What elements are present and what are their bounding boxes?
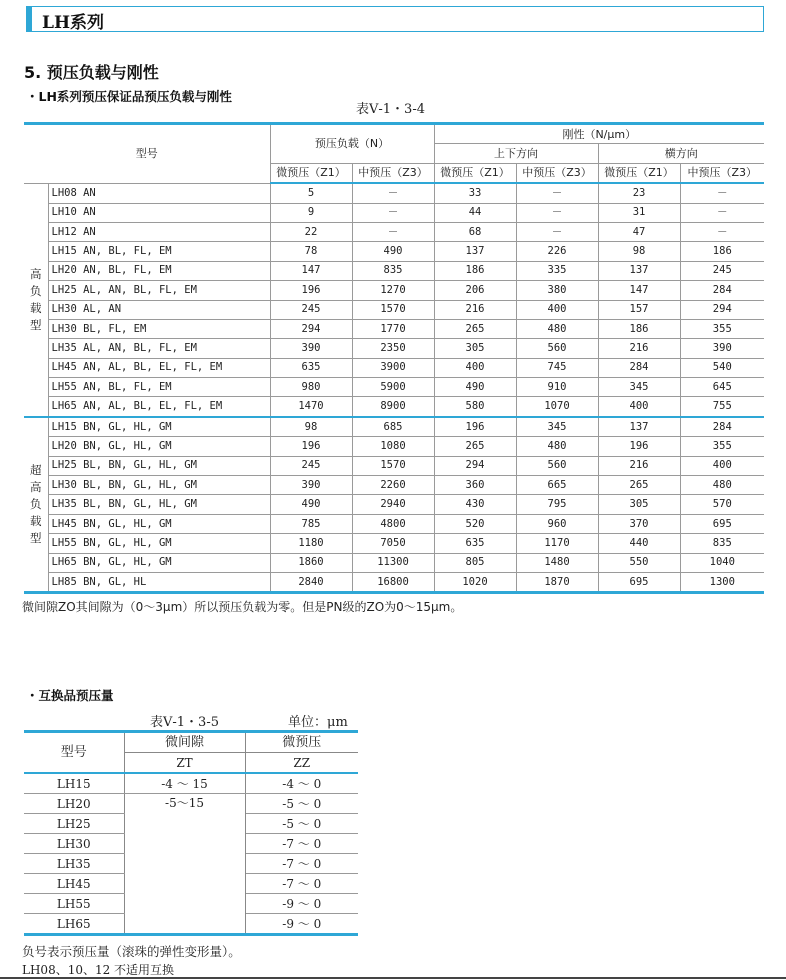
table-row (24, 203, 764, 222)
model-cell: LH85 BN, GL, HL (48, 572, 270, 592)
model-cell: LH20 (24, 794, 124, 814)
value-cell-lat-z3: 355 (680, 437, 764, 456)
value-cell-ud-z3: 1480 (516, 553, 598, 572)
value-cell-ud-z3: － (516, 203, 598, 222)
value-cell-lat-z3: 245 (680, 261, 764, 280)
value-cell-lat-z3: － (680, 203, 764, 222)
zz-cell: -7 ～ 0 (245, 834, 358, 854)
table-row (24, 300, 764, 319)
value-cell-lat-z3: 284 (680, 281, 764, 300)
value-cell-ud-z1: 216 (434, 300, 516, 319)
bottom-rule (0, 977, 786, 979)
value-cell-pre-z3: 2940 (352, 495, 434, 514)
zz-cell: -7 ～ 0 (245, 874, 358, 894)
value-cell-ud-z3: 1870 (516, 572, 598, 592)
value-cell-pre-z1: 22 (270, 222, 352, 241)
table-row (24, 222, 764, 241)
value-cell-ud-z1: 635 (434, 534, 516, 553)
value-cell-lat-z1: 23 (598, 183, 680, 203)
value-cell-pre-z1: 390 (270, 476, 352, 495)
value-cell-pre-z1: 2840 (270, 572, 352, 592)
value-cell-ud-z3: － (516, 222, 598, 241)
table-row (24, 261, 764, 280)
model-cell: LH35 (24, 854, 124, 874)
model-cell: LH15 AN, BL, FL, EM (48, 242, 270, 261)
value-cell-lat-z3: 540 (680, 358, 764, 377)
value-cell-lat-z1: 695 (598, 572, 680, 592)
value-cell-pre-z1: 294 (270, 319, 352, 338)
value-cell-ud-z1: 196 (434, 417, 516, 437)
header-pre-z1: 微预压（Z1） (270, 163, 352, 183)
value-cell-pre-z1: 245 (270, 300, 352, 319)
model-cell: LH55 (24, 894, 124, 914)
value-cell-pre-z1: 490 (270, 495, 352, 514)
model-cell: LH25 BL, BN, GL, HL, GM (48, 456, 270, 475)
value-cell-lat-z3: 1040 (680, 553, 764, 572)
value-cell-ud-z3: 400 (516, 300, 598, 319)
value-cell-lat-z1: 345 (598, 378, 680, 397)
model-cell: LH10 AN (48, 203, 270, 222)
value-cell-pre-z3: － (352, 203, 434, 222)
value-cell-pre-z1: 1180 (270, 534, 352, 553)
model-cell: LH55 BN, GL, HL, GM (48, 534, 270, 553)
value-cell-pre-z1: 635 (270, 358, 352, 377)
value-cell-ud-z3: 960 (516, 514, 598, 533)
model-cell: LH35 AL, AN, BL, FL, EM (48, 339, 270, 358)
model-cell: LH12 AN (48, 222, 270, 241)
value-cell-ud-z1: 490 (434, 378, 516, 397)
value-cell-pre-z3: 490 (352, 242, 434, 261)
model-cell: LH08 AN (48, 183, 270, 203)
header-lat-z1: 微预压（Z1） (598, 163, 680, 183)
value-cell-pre-z3: 1080 (352, 437, 434, 456)
model-cell: LH35 BL, BN, GL, HL, GM (48, 495, 270, 514)
value-cell-pre-z1: 1470 (270, 397, 352, 417)
zz-cell: -9 ～ 0 (245, 894, 358, 914)
value-cell-pre-z3: 685 (352, 417, 434, 437)
value-cell-ud-z3: 795 (516, 495, 598, 514)
table2-caption: 表Ⅴ-1・3-5 (150, 715, 219, 730)
table-row (24, 339, 764, 358)
value-cell-lat-z3: 186 (680, 242, 764, 261)
value-cell-pre-z3: 3900 (352, 358, 434, 377)
table-row (24, 794, 358, 814)
value-cell-ud-z1: 265 (434, 319, 516, 338)
model-cell: LH15 BN, GL, HL, GM (48, 417, 270, 437)
table-row (24, 437, 764, 456)
model-cell: LH65 BN, GL, HL, GM (48, 553, 270, 572)
value-cell-lat-z3: 570 (680, 495, 764, 514)
model-cell: LH30 AL, AN (48, 300, 270, 319)
header-rigidity: 刚性（N/μm） (434, 124, 764, 144)
value-cell-ud-z3: － (516, 183, 598, 203)
t2-header-model: 型号 (24, 732, 124, 774)
value-cell-lat-z1: 440 (598, 534, 680, 553)
value-cell-ud-z1: 360 (434, 476, 516, 495)
value-cell-lat-z3: 390 (680, 339, 764, 358)
table-row (24, 378, 764, 397)
interchangeable-preload-table (24, 730, 358, 936)
zt-cell: -4 ～ 15 (124, 773, 245, 794)
model-cell: LH45 (24, 874, 124, 894)
t2-header-zz-code: ZZ (245, 753, 358, 774)
table-row (24, 417, 764, 437)
value-cell-pre-z1: 785 (270, 514, 352, 533)
value-cell-ud-z3: 560 (516, 339, 598, 358)
value-cell-ud-z1: 294 (434, 456, 516, 475)
value-cell-pre-z1: 78 (270, 242, 352, 261)
value-cell-lat-z1: 400 (598, 397, 680, 417)
value-cell-lat-z1: 147 (598, 281, 680, 300)
value-cell-ud-z1: 430 (434, 495, 516, 514)
value-cell-ud-z3: 910 (516, 378, 598, 397)
series-title: LH系列 (42, 13, 105, 33)
value-cell-lat-z3: 755 (680, 397, 764, 417)
header-preload: 预压负载（N） (270, 124, 434, 164)
value-cell-pre-z3: 835 (352, 261, 434, 280)
table-row (24, 397, 764, 417)
value-cell-pre-z1: 196 (270, 281, 352, 300)
value-cell-lat-z3: － (680, 183, 764, 203)
value-cell-ud-z3: 665 (516, 476, 598, 495)
zt-cell: -5～15 (124, 794, 245, 935)
table2-note-1: 负号表示预压量（滚珠的弹性变形量）。 (22, 944, 241, 959)
model-cell: LH30 BL, FL, EM (48, 319, 270, 338)
header-pre-z3: 中预压（Z3） (352, 163, 434, 183)
header-updown: 上下方向 (434, 144, 598, 163)
value-cell-lat-z1: 157 (598, 300, 680, 319)
table-row (24, 456, 764, 475)
value-cell-lat-z1: 216 (598, 339, 680, 358)
model-cell: LH45 AN, AL, BL, EL, FL, EM (48, 358, 270, 377)
value-cell-lat-z3: 355 (680, 319, 764, 338)
value-cell-pre-z3: 11300 (352, 553, 434, 572)
table-row (24, 534, 764, 553)
table1-subtitle: ・LH系列预压保证品预压负载与刚性 (26, 89, 232, 104)
value-cell-ud-z1: 206 (434, 281, 516, 300)
value-cell-ud-z3: 1070 (516, 397, 598, 417)
value-cell-lat-z3: 645 (680, 378, 764, 397)
value-cell-ud-z3: 335 (516, 261, 598, 280)
table-row (24, 319, 764, 338)
value-cell-lat-z1: 305 (598, 495, 680, 514)
t2-header-zt-code: ZT (124, 753, 245, 774)
value-cell-ud-z3: 480 (516, 319, 598, 338)
value-cell-ud-z1: 305 (434, 339, 516, 358)
value-cell-ud-z1: 137 (434, 242, 516, 261)
value-cell-pre-z3: 1270 (352, 281, 434, 300)
value-cell-pre-z1: 5 (270, 183, 352, 203)
value-cell-ud-z1: 33 (434, 183, 516, 203)
group-label: 高负载型 (24, 183, 48, 417)
table-row (24, 553, 764, 572)
table2-unit: 单位：μm (288, 715, 348, 730)
value-cell-ud-z1: 520 (434, 514, 516, 533)
value-cell-pre-z1: 390 (270, 339, 352, 358)
value-cell-pre-z3: 1570 (352, 300, 434, 319)
section-title: 5. 预压负载与刚性 (24, 63, 159, 82)
value-cell-pre-z3: 5900 (352, 378, 434, 397)
header-lat-z3: 中预压（Z3） (680, 163, 764, 183)
value-cell-ud-z3: 480 (516, 437, 598, 456)
value-cell-pre-z3: 1770 (352, 319, 434, 338)
group-label: 超高负载型 (24, 417, 48, 593)
value-cell-lat-z3: － (680, 222, 764, 241)
value-cell-lat-z1: 216 (598, 456, 680, 475)
table-row (24, 495, 764, 514)
header-lateral: 横方向 (598, 144, 764, 163)
model-cell: LH15 (24, 773, 124, 794)
value-cell-pre-z1: 147 (270, 261, 352, 280)
value-cell-ud-z1: 400 (434, 358, 516, 377)
table1-caption: 表Ⅴ-1・3-4 (356, 102, 425, 117)
header-ud-z3: 中预压（Z3） (516, 163, 598, 183)
value-cell-lat-z1: 31 (598, 203, 680, 222)
table-row (24, 514, 764, 533)
value-cell-pre-z3: 16800 (352, 572, 434, 592)
model-cell: LH30 BL, BN, GL, HL, GM (48, 476, 270, 495)
value-cell-lat-z1: 186 (598, 319, 680, 338)
zz-cell: -4 ～ 0 (245, 773, 358, 794)
table2-note-2: LH08、10、12 不适用互换 (22, 963, 175, 977)
model-cell: LH25 (24, 814, 124, 834)
table-row (24, 358, 764, 377)
value-cell-ud-z3: 345 (516, 417, 598, 437)
value-cell-pre-z1: 245 (270, 456, 352, 475)
value-cell-lat-z1: 47 (598, 222, 680, 241)
header-ud-z1: 微预压（Z1） (434, 163, 516, 183)
value-cell-ud-z3: 226 (516, 242, 598, 261)
value-cell-lat-z3: 695 (680, 514, 764, 533)
value-cell-lat-z3: 294 (680, 300, 764, 319)
value-cell-lat-z1: 137 (598, 261, 680, 280)
value-cell-ud-z3: 1170 (516, 534, 598, 553)
value-cell-lat-z3: 1300 (680, 572, 764, 592)
value-cell-ud-z1: 580 (434, 397, 516, 417)
value-cell-pre-z1: 1860 (270, 553, 352, 572)
value-cell-pre-z1: 196 (270, 437, 352, 456)
model-cell: LH20 AN, BL, FL, EM (48, 261, 270, 280)
t2-header-zt: 微间隙 (124, 732, 245, 753)
value-cell-pre-z3: 1570 (352, 456, 434, 475)
table-row (24, 572, 764, 592)
model-cell: LH65 (24, 914, 124, 935)
value-cell-lat-z1: 550 (598, 553, 680, 572)
model-cell: LH25 AL, AN, BL, FL, EM (48, 281, 270, 300)
value-cell-lat-z1: 196 (598, 437, 680, 456)
table-row (24, 183, 764, 203)
value-cell-ud-z1: 68 (434, 222, 516, 241)
value-cell-pre-z1: 9 (270, 203, 352, 222)
value-cell-lat-z1: 265 (598, 476, 680, 495)
zz-cell: -7 ～ 0 (245, 854, 358, 874)
value-cell-ud-z1: 186 (434, 261, 516, 280)
value-cell-lat-z3: 480 (680, 476, 764, 495)
value-cell-lat-z3: 284 (680, 417, 764, 437)
series-banner (26, 6, 764, 32)
value-cell-pre-z3: 2260 (352, 476, 434, 495)
model-cell: LH65 AN, AL, BL, EL, FL, EM (48, 397, 270, 417)
value-cell-pre-z3: 8900 (352, 397, 434, 417)
value-cell-pre-z3: － (352, 222, 434, 241)
value-cell-pre-z3: － (352, 183, 434, 203)
table-row (24, 242, 764, 261)
preload-rigidity-table (24, 122, 764, 594)
value-cell-ud-z3: 745 (516, 358, 598, 377)
value-cell-lat-z1: 137 (598, 417, 680, 437)
table-row (24, 281, 764, 300)
value-cell-ud-z1: 44 (434, 203, 516, 222)
table1-note: 微间隙ZO其间隙为（0～3μm）所以预压负载为零。但是PN级的ZO为0～15μm。 (22, 600, 463, 614)
value-cell-pre-z1: 98 (270, 417, 352, 437)
model-cell: LH55 AN, BL, FL, EM (48, 378, 270, 397)
model-cell: LH30 (24, 834, 124, 854)
value-cell-ud-z1: 805 (434, 553, 516, 572)
value-cell-pre-z3: 2350 (352, 339, 434, 358)
value-cell-lat-z3: 835 (680, 534, 764, 553)
value-cell-ud-z1: 265 (434, 437, 516, 456)
value-cell-lat-z1: 284 (598, 358, 680, 377)
value-cell-lat-z1: 98 (598, 242, 680, 261)
value-cell-ud-z3: 380 (516, 281, 598, 300)
value-cell-lat-z1: 370 (598, 514, 680, 533)
zz-cell: -9 ～ 0 (282, 916, 322, 931)
value-cell-lat-z3: 400 (680, 456, 764, 475)
value-cell-ud-z1: 1020 (434, 572, 516, 592)
zz-cell: -5 ～ 0 (245, 814, 358, 834)
value-cell-ud-z3: 560 (516, 456, 598, 475)
table-row (24, 773, 358, 794)
table-row (24, 476, 764, 495)
value-cell-pre-z3: 4800 (352, 514, 434, 533)
value-cell-pre-z3: 7050 (352, 534, 434, 553)
header-model: 型号 (24, 124, 270, 184)
zz-cell: -5 ～ 0 (245, 794, 358, 814)
table2-subtitle: ・互换品预压量 (26, 688, 114, 703)
value-cell-pre-z1: 980 (270, 378, 352, 397)
model-cell: LH45 BN, GL, HL, GM (48, 514, 270, 533)
t2-header-zz: 微预压 (245, 732, 358, 753)
model-cell: LH20 BN, GL, HL, GM (48, 437, 270, 456)
